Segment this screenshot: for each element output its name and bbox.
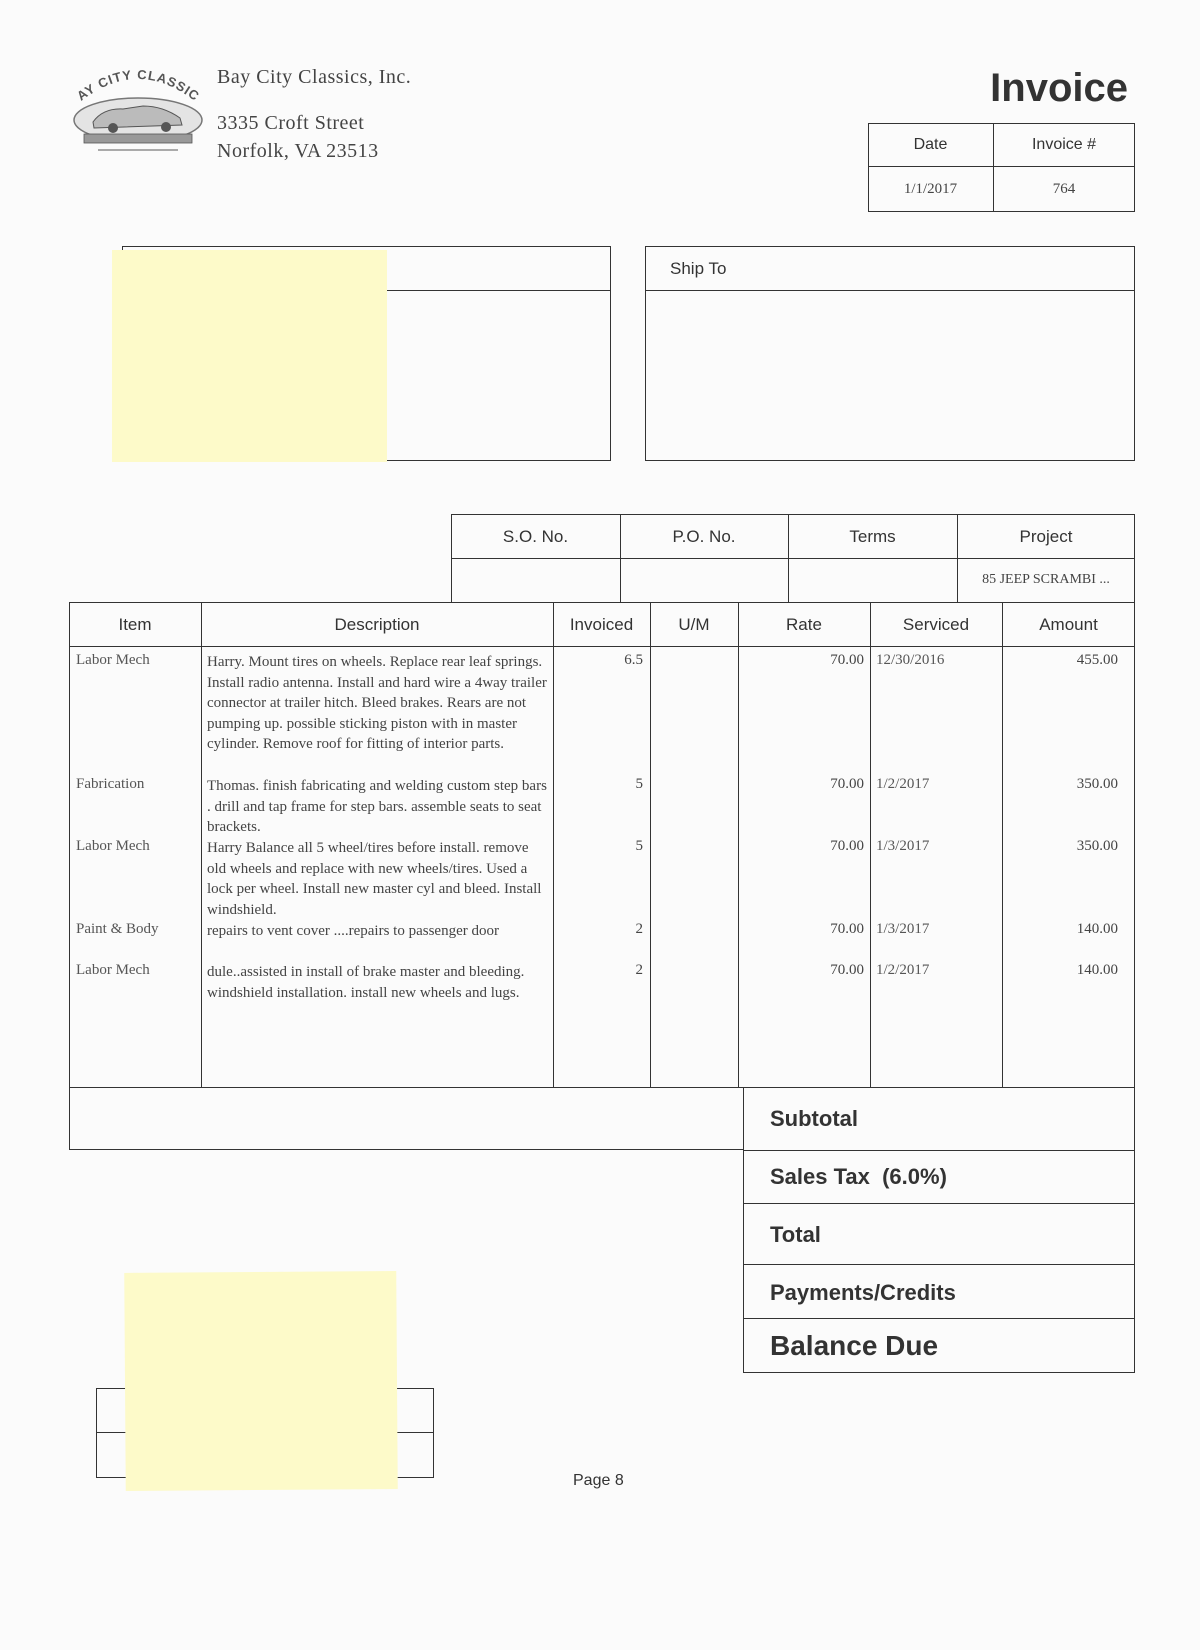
table-row-amount: 140.00 <box>1076 921 1118 937</box>
invoice-date: 1/1/2017 <box>903 181 958 197</box>
redaction-bill-to <box>112 250 387 462</box>
table-row-amount: 140.00 <box>1076 962 1118 978</box>
company-name: Bay City Classics, Inc. <box>217 66 412 88</box>
col-amount: Amount <box>1039 615 1098 634</box>
company-logo <box>68 62 208 162</box>
table-row-invoiced: 2 <box>635 921 643 937</box>
col-serviced: Serviced <box>902 615 970 634</box>
table-row-invoiced: 6.5 <box>624 652 643 668</box>
table-row-rate: 70.00 <box>830 776 864 792</box>
table-row-serviced: 12/30/2016 <box>876 652 945 668</box>
project-value: 85 JEEP SCRAMBI ... <box>982 572 1110 587</box>
ship-to-label: Ship To <box>670 259 727 278</box>
invoice-number: 764 <box>1052 181 1076 197</box>
col-rate: Rate <box>786 615 822 634</box>
total-label: Total <box>770 1222 821 1247</box>
table-row-item: Labor Mech <box>76 838 150 854</box>
table-row-item: Paint & Body <box>76 921 159 937</box>
logo-text: AY CITY CLASSIC <box>73 66 203 104</box>
table-row-invoiced: 5 <box>635 838 643 854</box>
table-row-serviced: 1/2/2017 <box>876 962 930 978</box>
terms-label: Terms <box>849 527 896 546</box>
table-row-description: Harry. Mount tires on wheels. Replace rear leaf springs. Install radio antenna. Install and hard wire a 4way trailer connector at trailer hitch. Bleed brakes. Rears are not pumping up. possible sticking piston with in master cylinder. Remove roof for fitting of interior parts. <box>207 654 547 752</box>
company-city: Norfolk, VA 23513 <box>217 140 379 162</box>
redaction-bottom <box>124 1271 398 1491</box>
subtotal-label: Subtotal <box>770 1106 858 1131</box>
payments-credits-label: Payments/Credits <box>770 1280 956 1305</box>
table-row-item: Fabrication <box>76 776 145 792</box>
company-street: 3335 Croft Street <box>217 112 365 134</box>
sales-tax-label: Sales Tax (6.0%) <box>770 1164 947 1189</box>
so-number-label: S.O. No. <box>502 527 569 546</box>
table-row-item: Labor Mech <box>76 962 150 978</box>
col-item: Item <box>118 615 152 634</box>
col-description: Description <box>334 615 420 634</box>
table-row-rate: 70.00 <box>830 921 864 937</box>
table-row-invoiced: 2 <box>635 962 643 978</box>
col-um: U/M <box>678 615 710 634</box>
table-row-rate: 70.00 <box>830 838 864 854</box>
table-row-amount: 350.00 <box>1076 776 1118 792</box>
date-label: Date <box>913 136 948 153</box>
document-title: Invoice <box>990 66 1128 110</box>
po-number-label: P.O. No. <box>672 527 736 546</box>
table-row-serviced: 1/2/2017 <box>876 776 930 792</box>
table-row-rate: 70.00 <box>830 652 864 668</box>
table-row-amount: 350.00 <box>1076 838 1118 854</box>
invoice-number-label: Invoice # <box>1031 136 1097 153</box>
table-row-description: Thomas. finish fabricating and welding custom step bars . drill and tap frame for step bars. assemble seats to seat brackets. <box>207 778 547 835</box>
table-row-rate: 70.00 <box>830 962 864 978</box>
table-row-description: dule..assisted in install of brake master and bleeding. windshield installation. install new wheels and lugs. <box>207 964 525 1001</box>
table-row-item: Labor Mech <box>76 652 150 668</box>
col-invoiced: Invoiced <box>569 615 634 634</box>
memo-box <box>69 1087 744 1150</box>
page-number: Page 8 <box>573 1472 624 1489</box>
table-row-serviced: 1/3/2017 <box>876 838 930 854</box>
table-row-amount: 455.00 <box>1076 652 1118 668</box>
project-label: Project <box>1019 527 1073 546</box>
table-row-description: Harry Balance all 5 wheel/tires before install. remove old wheels and replace with new wheels/tires. Used a lock per wheel. Install new master cyl and bleed. Install windshield. <box>207 840 542 918</box>
balance-due-label: Balance Due <box>770 1330 939 1361</box>
table-row-description: repairs to vent cover ....repairs to passenger door <box>207 923 499 939</box>
table-row-invoiced: 5 <box>635 776 643 792</box>
table-row-serviced: 1/3/2017 <box>876 921 930 937</box>
